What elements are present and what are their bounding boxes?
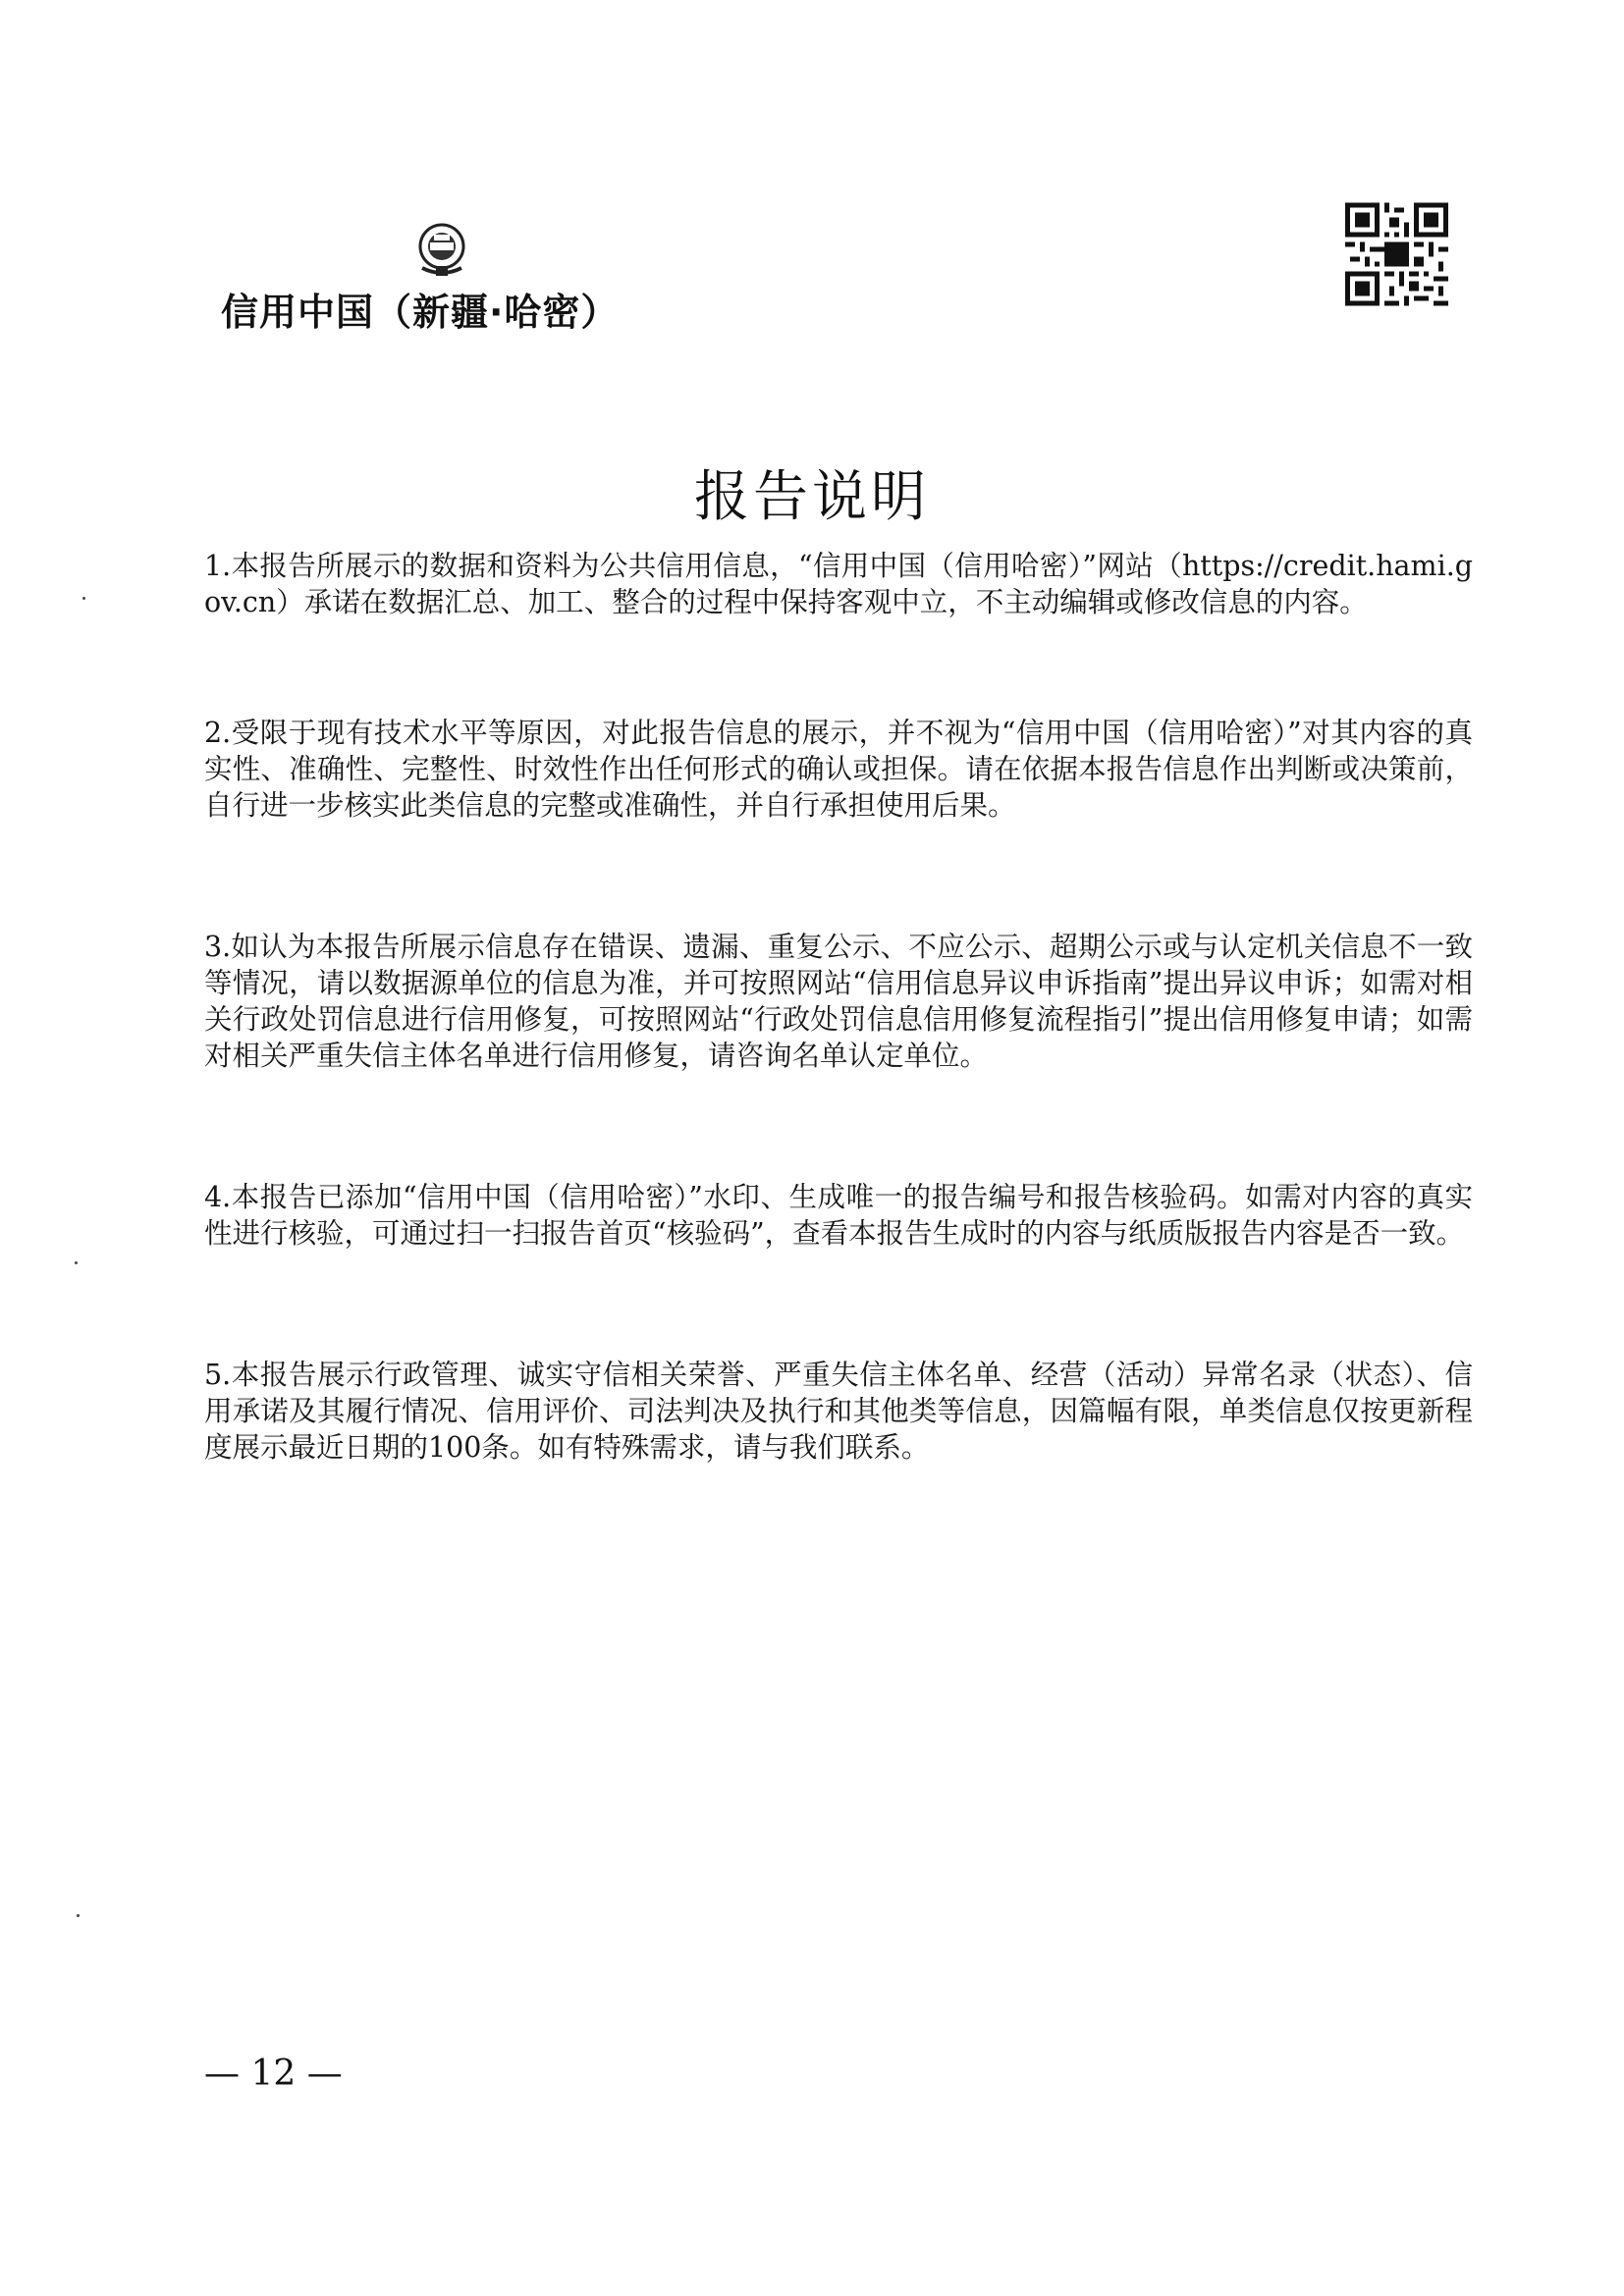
- scan-mark: [75, 1261, 78, 1264]
- note-item-1: 1.本报告所展示的数据和资料为公共信用信息，“信用中国（信用哈密）”网站（https://credit.hami.gov.cn）承诺在数据汇总、加工、整合的过程中保持客观中立，不主动编辑或修改信息的内容。: [204, 550, 1473, 618]
- page-number: — 12 —: [204, 2054, 343, 2094]
- site-brand-text: 信用中国（新疆·哈密）: [221, 291, 620, 334]
- note-item-3: 3.如认为本报告所展示信息存在错误、遗漏、重复公示、不应公示、超期公示或与认定机关信息不一致等情况，请以数据源单位的信息为准，并可按照网站“信用信息异议申诉指南”提出异议申诉；如需对相关行政处罚信息进行信用修复，可按照网站“行政处罚信息信用修复流程指引”提出信用修复申请；如需对相关严重失信主体名单进行信用修复，请咨询名单认定单位。: [204, 931, 1473, 1072]
- qr-code-icon: [1345, 199, 1448, 309]
- note-item-4: 4.本报告已添加“信用中国（信用哈密）”水印、生成唯一的报告编号和报告核验码。如需对内容的真实性进行核验，可通过扫一扫报告首页“核验码”，查看本报告生成时的内容与纸质版报告内容是否一致。: [204, 1181, 1473, 1250]
- report-title: 报告说明: [694, 465, 930, 529]
- scan-mark: [82, 597, 85, 600]
- site-logo: [221, 221, 653, 339]
- note-item-5: 5.本报告展示行政管理、诚实守信相关荣誉、严重失信主体名单、经营（活动）异常名录（状态）、信用承诺及其履行情况、信用评价、司法判决及执行和其他类等信息，因篇幅有限，单类信息仅按更新程度展示最近日期的100条。如有特殊需求，请与我们联系。: [204, 1359, 1473, 1464]
- report-notes: [204, 548, 1473, 1571]
- national-emblem-icon: [412, 221, 471, 280]
- scan-mark: [77, 1914, 80, 1917]
- note-item-2: 2.受限于现有技术水平等原因，对此报告信息的展示，并不视为“信用中国（信用哈密）”对其内容的真实性、准确性、完整性、时效性作出任何形式的确认或担保。请在依据本报告信息作出判断或决策前，自行进一步核实此类信息的完整或准确性，并自行承担使用后果。: [204, 717, 1473, 822]
